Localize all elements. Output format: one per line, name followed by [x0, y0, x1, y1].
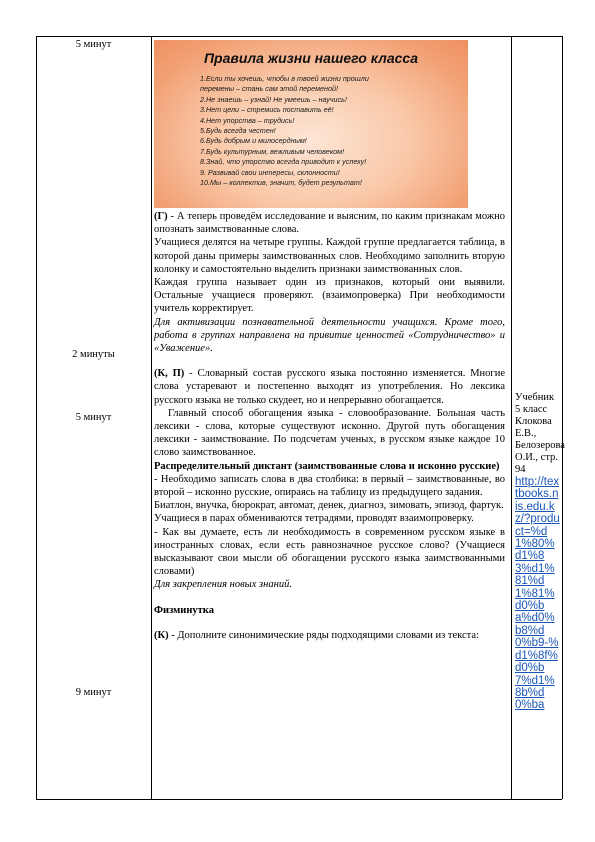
paragraph-consolidation: Для закрепления новых знаний.	[154, 579, 292, 591]
time-cell-2: 2 минуты	[72, 349, 115, 360]
dictation-heading: Распределительный диктант (заимствованные слова и исконно русские)	[154, 460, 500, 472]
physical-minute-heading: Физминутка	[154, 604, 214, 616]
paragraph-pair-check: Учащиеся в парах обмениваются тетрадями, проводят взаимопроверку.	[154, 513, 474, 525]
time-cell-4: 9 минут	[75, 687, 112, 698]
table-border-col1	[151, 36, 152, 799]
poster-rule: 4.Нет упорства – трудись!	[200, 115, 295, 125]
paragraph-text: Дополните синонимические ряды подходящими словами из текста:	[174, 629, 479, 641]
time-cell-1: 5 минут	[75, 39, 112, 50]
poster-rule: 8.Знай, что упорство всегда приводит к успеху!	[200, 157, 367, 167]
poster-rule: 1.Если ты хочешь, чтобы в твоей жизни прошли	[200, 74, 369, 83]
poster-rule: 5.Будь всегда честен!	[200, 126, 276, 136]
paragraph-text: - Словарный состав русского языка постоянно изменяется. Многие слова устаревают и постепенно выходят из употребления. Но лексика русского языка не только скудеет, но и непрерывно обогащается.	[154, 368, 506, 406]
paragraph-dictation-task: - Необходимо записать слова в два столбика: в первый – заимствованные, во второй – исконно русские, опираясь на таблицу из предыдущего задания.	[154, 473, 505, 499]
poster-rule: 10.Мы – коллектив, значит, будет результат!	[200, 178, 362, 188]
poster-rule: 7.Будь культурным, вежливым человеком!	[200, 146, 345, 156]
table-border-right	[562, 36, 563, 799]
paragraph-research	[154, 210, 505, 236]
textbook-link[interactable]: http://textbooks.nis.edu.kz/?product=%d1%80%d1%83%d1%81%d1%81%d0%ba%d0%b8%d0%b9-%d1%8f%d0%b7%d1%8b%d0%ba	[515, 476, 560, 712]
table-border-col2	[511, 36, 512, 799]
task-label: (К, П)	[154, 368, 185, 380]
paragraph-groups: Учащиеся делятся на четыре группы. Каждой группе предлагается таблица, в которой даны примеры заимствованных слов. Необходимо заполнить вторую колонку и самостоятельно выделить признаки заимствованных слов.	[154, 237, 505, 275]
paragraph-peer-check: Каждая группа называет один из признаков, который они выявили. Остальные учащиеся проверяют. (взаимопроверка) При необходимости учитель корректирует.	[154, 277, 505, 315]
paragraph-purpose: Для активизации познавательной деятельности учащихся. Кроме того, работа в группах направлена на привитие ценностей «Сотрудничество» и «Уважение».	[154, 316, 505, 355]
poster-rule: перемены – стань сам этой переменой!	[200, 84, 338, 94]
table-border-top	[36, 36, 562, 37]
poster-rules-list	[200, 74, 462, 188]
textbook-reference: Учебник 5 класс Клокова Е.В., Белозерова О.И., стр. 94	[515, 392, 565, 475]
paragraph-vocabulary	[154, 367, 505, 407]
resources-cell	[515, 392, 565, 712]
paragraph-word-list: Биатлон, внучка, бюрократ, автомат, денек, диагноз, зимовать, эпизод, фартук.	[154, 500, 504, 512]
paragraph-text: - А теперь проведём исследование и выясним, по каким признакам можно опознать заимствованные слова.	[154, 211, 505, 236]
time-cell-3: 5 минут	[75, 412, 112, 423]
poster-rule: 2.Не знаешь – узнай! Не умеешь – научись!	[200, 94, 347, 104]
task-label: (Г)	[154, 211, 168, 222]
paragraph-question: - Как вы думаете, есть ли необходимость в современном русском языке в иностранных словах, если есть равнозначное русское слово? (Учащиеся высказывают свои мысли об обогащении русского языка заимствованными словами)	[154, 526, 505, 578]
paragraph-synonyms	[154, 629, 505, 642]
lesson-content	[154, 210, 505, 642]
poster-rule: 6.Будь добрым и милосердным!	[200, 136, 307, 146]
task-label: (К) -	[154, 629, 175, 641]
table-border-bottom	[36, 799, 562, 800]
class-rules-poster	[154, 40, 468, 208]
paragraph-word-formation: Главный способ обогащения языка - словообразование. Большая часть лексики - слова, которые существуют исконно. Другой путь обогащения лексики - заимствование. По подсчетам ученых, в русском языке каждое 10 слово заимствованное.	[154, 407, 505, 459]
poster-rule: 9. Развивай свои интересы, склонности!	[200, 167, 340, 177]
poster-title: Правила жизни нашего класса	[203, 50, 419, 66]
poster-rule: 3.Нет цели – стремись поставить её!	[200, 105, 334, 115]
